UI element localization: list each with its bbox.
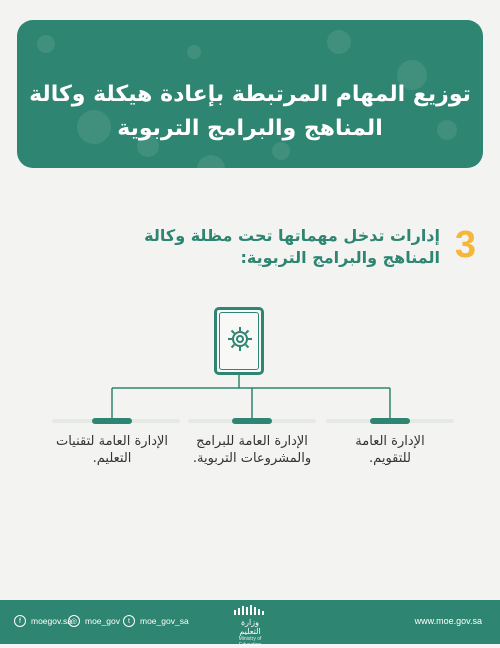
dept-marker — [92, 418, 132, 424]
social-label: moegov.sa — [31, 616, 72, 626]
social-label: moe_gov_sa — [140, 616, 189, 626]
facebook-icon: f — [14, 615, 26, 627]
logo-text-en: Ministry of Education — [238, 636, 262, 648]
title-line-1: توزيع المهام المرتبطة بإعادة هيكلة وكالة — [29, 82, 471, 107]
section-number: 3 — [454, 224, 476, 266]
footer — [0, 600, 500, 648]
logo-text-ar: وزارة التعليم — [239, 618, 261, 636]
book-icon — [214, 307, 264, 375]
title-line-2: المناهج والبرامج التربوية — [117, 116, 383, 141]
social-instagram[interactable] — [68, 615, 120, 627]
page-title — [27, 78, 473, 146]
logo-mark-icon — [230, 604, 270, 616]
dept-marker — [370, 418, 410, 424]
section-text-line-2: المناهج والبرامج التربوية: — [240, 248, 440, 267]
twitter-icon: t — [123, 615, 135, 627]
ministry-logo — [230, 604, 270, 648]
header-banner — [17, 20, 483, 168]
department-evaluation: الإدارة العامة للتقويم. — [355, 434, 425, 466]
social-facebook[interactable] — [14, 615, 72, 627]
dept-marker — [232, 418, 272, 424]
social-twitter[interactable] — [123, 615, 189, 627]
website-link[interactable]: www.moe.gov.sa — [414, 616, 482, 626]
instagram-icon: ◎ — [68, 615, 80, 627]
gear-icon — [226, 325, 254, 353]
section-heading — [60, 224, 476, 275]
section-text — [60, 225, 440, 269]
department-programs: الإدارة العامة للبرامج والمشروعات التربوية. — [192, 434, 312, 466]
section-text-line-1: إدارات تدخل مهماتها تحت مظلة وكالة — [144, 226, 440, 245]
department-tech: الإدارة العامة لتقنيات التعليم. — [55, 434, 169, 466]
social-label: moe_gov — [85, 616, 120, 626]
